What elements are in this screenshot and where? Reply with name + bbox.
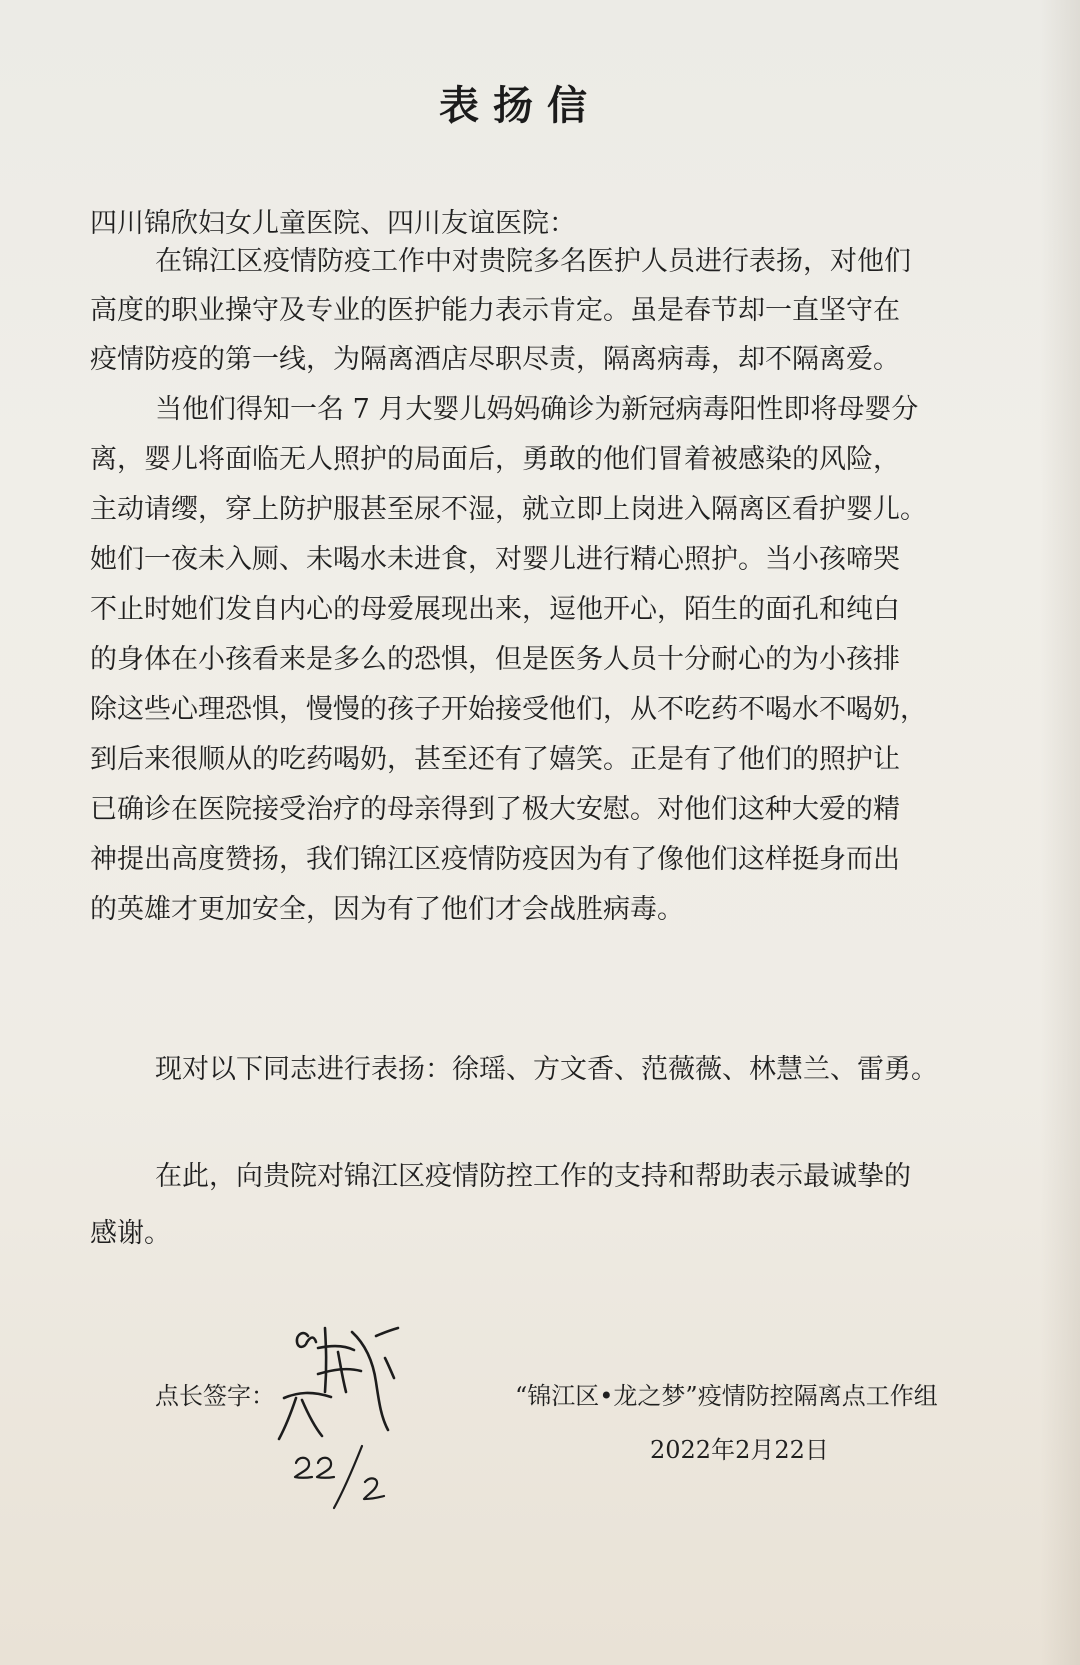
praise-line: 现对以下同志进行表扬：徐瑶、方文香、范薇薇、林慧兰、雷勇。 — [155, 1054, 938, 1085]
paragraph-line: 离，婴儿将面临无人照护的局面后，勇敢的他们冒着被感染的风险， — [90, 444, 900, 475]
paragraph-line: 除这些心理恐惧，慢慢的孩子开始接受他们，从不吃药不喝水不喝奶， — [90, 694, 927, 725]
signature-label: 点长签字： — [155, 1382, 275, 1410]
paragraph-line: 高度的职业操守及专业的医护能力表示肯定。虽是春节却一直坚守在 — [90, 295, 900, 326]
thanks-line: 感谢。 — [90, 1218, 171, 1249]
paragraph-line: 已确诊在医院接受治疗的母亲得到了极大安慰。对他们这种大爱的精 — [90, 794, 900, 825]
paper-edge-shadow — [1040, 0, 1080, 1665]
paragraph-line: 主动请缨，穿上防护服甚至尿不湿，就立即上岗进入隔离区看护婴儿。 — [90, 494, 927, 525]
paragraph-line: 疫情防疫的第一线，为隔离酒店尽职尽责，隔离病毒，却不隔离爱。 — [90, 344, 900, 375]
paragraph-line: 的身体在小孩看来是多么的恐惧，但是医务人员十分耐心的为小孩排 — [90, 644, 900, 675]
letter-title: 表扬信 — [439, 82, 601, 129]
paragraph-line: 不止时她们发自内心的母爱展现出来，逗他开心，陌生的面孔和纯白 — [90, 594, 900, 625]
letter-date: 2022年2月22日 — [650, 1436, 829, 1464]
paragraph-line: 神提出高度赞扬，我们锦江区疫情防疫因为有了像他们这样挺身而出 — [90, 844, 900, 875]
paragraph-line: 在锦江区疫情防疫工作中对贵院多名医护人员进行表扬，对他们 — [155, 246, 911, 277]
paragraph-line: 的英雄才更加安全，因为有了他们才会战胜病毒。 — [90, 894, 684, 925]
paragraph-line: 到后来很顺从的吃药喝奶，甚至还有了嬉笑。正是有了他们的照护让 — [90, 744, 900, 775]
handwritten-signature — [270, 1318, 410, 1528]
paragraph-line: 当他们得知一名 7 月大婴儿妈妈确诊为新冠病毒阳性即将母婴分 — [155, 394, 919, 425]
paragraph-line: 她们一夜未入厕、未喝水未进食，对婴儿进行精心照护。当小孩啼哭 — [90, 544, 900, 575]
salutation: 四川锦欣妇女儿童医院、四川友谊医院： — [90, 208, 576, 239]
thanks-line: 在此，向贵院对锦江区疫情防控工作的支持和帮助表示最诚挚的 — [155, 1161, 911, 1192]
organization-name: “锦江区•龙之梦”疫情防控隔离点工作组 — [515, 1382, 938, 1410]
